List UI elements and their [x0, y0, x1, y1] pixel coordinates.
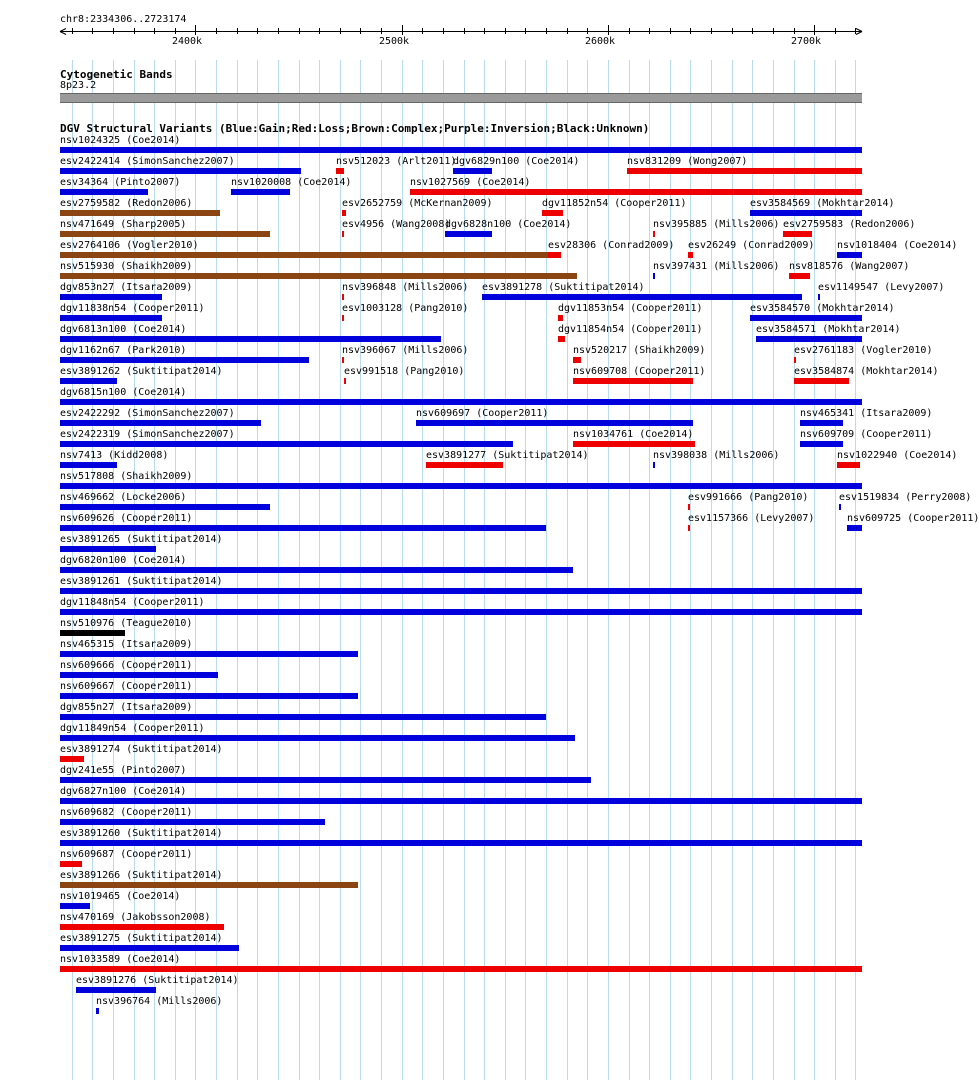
- variant-label[interactable]: nsv465341 (Itsara2009): [800, 408, 933, 419]
- cyto-band-label[interactable]: 8p23.2: [60, 80, 97, 91]
- variant-label[interactable]: esv2652759 (McKernan2009): [342, 198, 493, 209]
- variant-bar-unknown[interactable]: [60, 630, 125, 636]
- variant-bar-gain[interactable]: [60, 651, 358, 657]
- variant-label[interactable]: nsv471649 (Sharp2005): [60, 219, 187, 230]
- variant-bar-complex[interactable]: [60, 882, 358, 888]
- variant-bar-loss[interactable]: [789, 273, 810, 279]
- variant-bar-loss[interactable]: [542, 210, 563, 216]
- variant-bar-gain[interactable]: [60, 420, 261, 426]
- variant-bar-loss[interactable]: [573, 357, 581, 363]
- variant-label[interactable]: nsv510976 (Teague2010): [60, 618, 193, 629]
- position-label: chr8:2334306..2723174: [60, 14, 187, 25]
- variant-label[interactable]: dgv853n27 (Itsara2009): [60, 282, 193, 293]
- variant-bar-loss[interactable]: [342, 294, 344, 300]
- variant-bar-gain[interactable]: [800, 420, 843, 426]
- variant-label[interactable]: dgv11854n54 (Cooper2011): [558, 324, 703, 335]
- variant-label[interactable]: esv3891278 (Suktitipat2014): [482, 282, 645, 293]
- variant-label[interactable]: dgv11849n54 (Cooper2011): [60, 723, 205, 734]
- variant-label[interactable]: nsv609709 (Cooper2011): [800, 429, 933, 440]
- variant-label[interactable]: nsv1019465 (Coe2014): [60, 891, 181, 902]
- variant-bar-gain[interactable]: [847, 525, 862, 531]
- variant-label[interactable]: esv2422292 (SimonSanchez2007): [60, 408, 235, 419]
- variant-label[interactable]: nsv395885 (Mills2006): [653, 219, 780, 230]
- variant-label[interactable]: nsv609687 (Cooper2011): [60, 849, 193, 860]
- variant-label[interactable]: esv2422414 (SimonSanchez2007): [60, 156, 235, 167]
- variant-label[interactable]: esv1519834 (Perry2008): [839, 492, 972, 503]
- variant-label[interactable]: esv2759583 (Redon2006): [783, 219, 916, 230]
- variant-bar-loss[interactable]: [60, 756, 84, 762]
- variant-bar-gain[interactable]: [60, 567, 573, 573]
- variant-label[interactable]: esv3891277 (Suktitipat2014): [426, 450, 589, 461]
- variant-bar-loss[interactable]: [558, 315, 563, 321]
- variant-bar-gain[interactable]: [60, 357, 309, 363]
- ruler-tick-label: 2600k: [584, 36, 616, 47]
- variant-label[interactable]: esv2759582 (Redon2006): [60, 198, 193, 209]
- variant-bar-gain[interactable]: [60, 903, 90, 909]
- variant-label[interactable]: nsv609697 (Cooper2011): [416, 408, 549, 419]
- variant-bar-gain[interactable]: [482, 294, 802, 300]
- ruler-track: [60, 0, 863, 60]
- variant-bar-loss[interactable]: [627, 168, 862, 174]
- variant-label[interactable]: dgv6813n100 (Coe2014): [60, 324, 187, 335]
- variant-label[interactable]: nsv512023 (Arlt2011): [336, 156, 457, 167]
- variant-bar-loss[interactable]: [794, 378, 849, 384]
- variant-label[interactable]: nsv831209 (Wong2007): [627, 156, 748, 167]
- variant-bar-loss[interactable]: [60, 966, 862, 972]
- variant-label[interactable]: esv991666 (Pang2010): [688, 492, 809, 503]
- variant-bar-gain[interactable]: [60, 840, 862, 846]
- variant-bar-gain[interactable]: [60, 378, 117, 384]
- variant-label[interactable]: esv3584569 (Mokhtar2014): [750, 198, 895, 209]
- ruler-tick-label: 2400k: [171, 36, 203, 47]
- variant-label[interactable]: nsv470169 (Jakobsson2008): [60, 912, 211, 923]
- variant-bar-complex[interactable]: [60, 273, 577, 279]
- variant-bar-gain[interactable]: [453, 168, 492, 174]
- variant-label[interactable]: esv3891275 (Suktitipat2014): [60, 933, 223, 944]
- variant-bar-gain[interactable]: [60, 315, 162, 321]
- variant-bar-loss[interactable]: [60, 924, 224, 930]
- variant-bar-loss[interactable]: [342, 210, 346, 216]
- variant-bar-loss[interactable]: [688, 252, 693, 258]
- variant-label[interactable]: dgv11853n54 (Cooper2011): [558, 303, 703, 314]
- variant-bar-loss[interactable]: [548, 252, 561, 258]
- variant-label[interactable]: nsv1020008 (Coe2014): [231, 177, 352, 188]
- variant-bar-gain[interactable]: [750, 315, 862, 321]
- variant-label[interactable]: nsv1034761 (Coe2014): [573, 429, 694, 440]
- cyto-band-bar[interactable]: [60, 93, 862, 103]
- variant-bar-gain[interactable]: [60, 336, 441, 342]
- variant-bar-loss[interactable]: [336, 168, 344, 174]
- variant-bar-gain[interactable]: [653, 273, 655, 279]
- variant-bar-gain[interactable]: [60, 588, 862, 594]
- variant-bar-gain[interactable]: [445, 231, 492, 237]
- variant-label[interactable]: nsv398038 (Mills2006): [653, 450, 780, 461]
- variant-bar-loss[interactable]: [558, 336, 565, 342]
- dgv-track-title: DGV Structural Variants (Blue:Gain;Red:Loss;Brown:Complex;Purple:Inversion;Black:Unknown): [60, 122, 650, 135]
- variant-bar-gain[interactable]: [60, 609, 862, 615]
- variant-label[interactable]: nsv609666 (Cooper2011): [60, 660, 193, 671]
- variant-label[interactable]: esv26249 (Conrad2009): [688, 240, 815, 251]
- variant-bar-complex[interactable]: [60, 231, 270, 237]
- variant-label[interactable]: nsv469662 (Locke2006): [60, 492, 187, 503]
- variant-label[interactable]: dgv11852n54 (Cooper2011): [542, 198, 687, 209]
- variant-bar-gain[interactable]: [818, 294, 820, 300]
- variant-bar-gain[interactable]: [839, 504, 841, 510]
- ruler-tick-label: 2500k: [378, 36, 410, 47]
- variant-bar-loss[interactable]: [60, 861, 82, 867]
- variant-bar-gain[interactable]: [60, 798, 862, 804]
- scale-ruler[interactable]: [60, 0, 863, 60]
- variant-bar-gain[interactable]: [60, 168, 301, 174]
- variant-bar-gain[interactable]: [60, 672, 218, 678]
- variant-bar-loss[interactable]: [342, 231, 344, 237]
- variant-bar-gain[interactable]: [231, 189, 290, 195]
- variant-label[interactable]: nsv1018404 (Coe2014): [837, 240, 958, 251]
- variant-label[interactable]: nsv1033589 (Coe2014): [60, 954, 181, 965]
- variant-label[interactable]: esv2422319 (SimonSanchez2007): [60, 429, 235, 440]
- variant-bar-loss[interactable]: [342, 315, 344, 321]
- variant-label[interactable]: esv1149547 (Levy2007): [818, 282, 945, 293]
- variant-label[interactable]: dgv11838n54 (Cooper2011): [60, 303, 205, 314]
- variant-label[interactable]: esv3584874 (Mokhtar2014): [794, 366, 939, 377]
- variant-bar-loss[interactable]: [688, 525, 690, 531]
- variant-label[interactable]: esv4956 (Wang2008): [342, 219, 451, 230]
- variant-bar-gain[interactable]: [60, 399, 862, 405]
- variant-label[interactable]: esv3891260 (Suktitipat2014): [60, 828, 223, 839]
- variant-label[interactable]: dgv6829n100 (Coe2014): [453, 156, 580, 167]
- variant-label[interactable]: nsv1022940 (Coe2014): [837, 450, 958, 461]
- variant-bar-loss[interactable]: [573, 378, 693, 384]
- variant-bar-loss[interactable]: [344, 378, 346, 384]
- variant-bar-gain[interactable]: [60, 189, 148, 195]
- variant-label[interactable]: esv2761183 (Vogler2010): [794, 345, 933, 356]
- variant-label[interactable]: esv34364 (Pinto2007): [60, 177, 181, 188]
- variant-label[interactable]: esv1157366 (Levy2007): [688, 513, 815, 524]
- variant-label[interactable]: nsv396848 (Mills2006): [342, 282, 469, 293]
- variant-label[interactable]: esv3891265 (Suktitipat2014): [60, 534, 223, 545]
- variant-label[interactable]: esv3891262 (Suktitipat2014): [60, 366, 223, 377]
- variant-label[interactable]: nsv818576 (Wang2007): [789, 261, 910, 272]
- variant-bar-gain[interactable]: [800, 441, 843, 447]
- variant-bar-gain[interactable]: [756, 336, 862, 342]
- variant-bar-gain[interactable]: [60, 777, 591, 783]
- variant-bar-gain[interactable]: [416, 420, 693, 426]
- variant-label[interactable]: esv3891266 (Suktitipat2014): [60, 870, 223, 881]
- cyto-track-title: Cytogenetic Bands: [60, 68, 173, 81]
- variant-bar-loss[interactable]: [653, 231, 655, 237]
- variant-bar-gain[interactable]: [653, 462, 655, 468]
- variant-bar-loss[interactable]: [573, 441, 695, 447]
- variant-label[interactable]: esv3891274 (Suktitipat2014): [60, 744, 223, 755]
- variant-bar-gain[interactable]: [96, 1008, 99, 1014]
- variant-label[interactable]: dgv241e55 (Pinto2007): [60, 765, 187, 776]
- variant-label[interactable]: esv3584570 (Mokhtar2014): [750, 303, 895, 314]
- variant-label[interactable]: esv3891261 (Suktitipat2014): [60, 576, 223, 587]
- variant-label[interactable]: dgv855n27 (Itsara2009): [60, 702, 193, 713]
- variant-bar-loss[interactable]: [688, 504, 690, 510]
- variant-label[interactable]: nsv397431 (Mills2006): [653, 261, 780, 272]
- variant-label[interactable]: nsv609708 (Cooper2011): [573, 366, 706, 377]
- variant-label[interactable]: nsv515930 (Shaikh2009): [60, 261, 193, 272]
- variant-label[interactable]: dgv11848n54 (Cooper2011): [60, 597, 205, 608]
- variant-bar-gain[interactable]: [60, 693, 358, 699]
- variant-label[interactable]: nsv609667 (Cooper2011): [60, 681, 193, 692]
- variant-bar-gain[interactable]: [60, 483, 862, 489]
- variant-bar-gain[interactable]: [60, 525, 546, 531]
- variant-bar-gain[interactable]: [76, 987, 156, 993]
- variant-bar-complex[interactable]: [60, 210, 220, 216]
- variant-bar-gain[interactable]: [60, 441, 513, 447]
- ruler-tick-label: 2700k: [790, 36, 822, 47]
- variant-bar-gain[interactable]: [60, 504, 270, 510]
- variant-bar-gain[interactable]: [60, 462, 117, 468]
- variant-label[interactable]: esv1003128 (Pang2010): [342, 303, 469, 314]
- variant-bar-loss[interactable]: [837, 462, 860, 468]
- variant-label[interactable]: esv28306 (Conrad2009): [548, 240, 675, 251]
- variant-bar-loss[interactable]: [783, 231, 812, 237]
- variant-bar-gain[interactable]: [60, 945, 239, 951]
- variant-label[interactable]: nsv396067 (Mills2006): [342, 345, 469, 356]
- variant-bar-loss[interactable]: [426, 462, 503, 468]
- variant-bar-loss[interactable]: [342, 357, 344, 363]
- variant-bar-gain[interactable]: [60, 714, 546, 720]
- variant-label[interactable]: nsv609626 (Cooper2011): [60, 513, 193, 524]
- variant-label[interactable]: nsv609725 (Cooper2011): [847, 513, 979, 524]
- variant-label[interactable]: nsv609682 (Cooper2011): [60, 807, 193, 818]
- variant-label[interactable]: nsv1024325 (Coe2014): [60, 135, 181, 146]
- variant-bar-gain[interactable]: [60, 819, 325, 825]
- variant-label[interactable]: dgv6827n100 (Coe2014): [60, 786, 187, 797]
- variant-label[interactable]: esv3584571 (Mokhtar2014): [756, 324, 901, 335]
- variant-bar-complex[interactable]: [60, 252, 548, 258]
- variant-label[interactable]: dgv6815n100 (Coe2014): [60, 387, 187, 398]
- variant-label[interactable]: nsv7413 (Kidd2008): [60, 450, 169, 461]
- variant-label[interactable]: esv2764106 (Vogler2010): [60, 240, 199, 251]
- variant-label[interactable]: nsv1027569 (Coe2014): [410, 177, 531, 188]
- variant-label[interactable]: dgv6828n100 (Coe2014): [445, 219, 572, 230]
- variant-label[interactable]: dgv6820n100 (Coe2014): [60, 555, 187, 566]
- variant-bar-gain[interactable]: [60, 735, 575, 741]
- variant-bar-loss[interactable]: [794, 357, 796, 363]
- variant-label[interactable]: nsv517808 (Shaikh2009): [60, 471, 193, 482]
- variant-bar-gain[interactable]: [750, 210, 862, 216]
- variant-bar-gain[interactable]: [60, 147, 862, 153]
- variant-label[interactable]: nsv396764 (Mills2006): [96, 996, 223, 1007]
- variant-bar-gain[interactable]: [60, 546, 156, 552]
- variant-bar-loss[interactable]: [410, 189, 862, 195]
- variant-label[interactable]: dgv1162n67 (Park2010): [60, 345, 187, 356]
- variant-bar-gain[interactable]: [60, 294, 162, 300]
- variant-bar-gain[interactable]: [837, 252, 862, 258]
- variant-label[interactable]: esv3891276 (Suktitipat2014): [76, 975, 239, 986]
- variant-label[interactable]: nsv520217 (Shaikh2009): [573, 345, 706, 356]
- variant-label[interactable]: esv991518 (Pang2010): [344, 366, 465, 377]
- variant-label[interactable]: nsv465315 (Itsara2009): [60, 639, 193, 650]
